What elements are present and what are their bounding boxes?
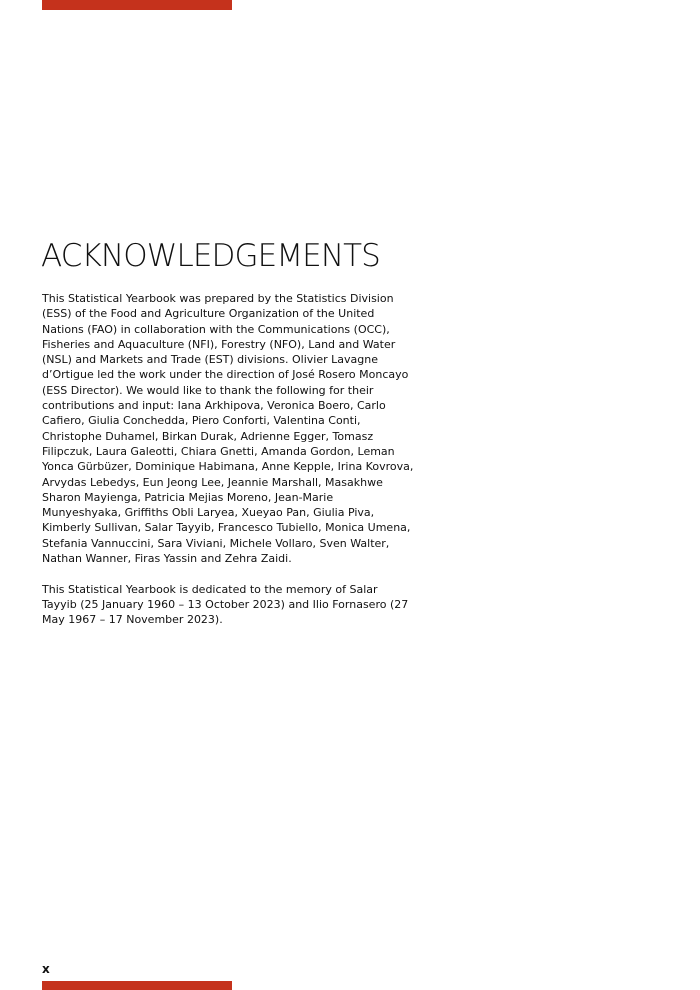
top-accent-bar — [42, 0, 232, 10]
bottom-accent-bar — [42, 981, 232, 990]
page-title: ACKNOWLEDGEMENTS — [41, 238, 380, 274]
page-number: x — [42, 962, 50, 976]
dedication-paragraph: This Statistical Yearbook is dedicated to the memory of Salar Tayyib (25 January 1960 – 13 October 2023) and Ilio Fornasero (27 May 1967 – 17 November 2023). — [42, 582, 409, 627]
acknowledgements-body — [42, 291, 414, 628]
acknowledgements-paragraph: This Statistical Yearbook was prepared by the Statistics Division (ESS) of the Food and Agriculture Organization of the United Nations (FAO) in collaboration with the Communications (OCC), Fisheries and Aquaculture (NFI), Forestry (NFO), Land and Water (NSL) and Markets and Trade (EST) divisions. Olivier Lavagne d’Ortigue led the work under the direction of José Rosero Moncayo (ESS Director). We would like to thank the following for their contributions and input: Iana Arkhipova, Veronica Boero, Carlo Cafiero, Giulia Conchedda, Piero Conforti, Valentina Conti, Christophe Duhamel, Birkan Durak, Adrienne Egger, Tomasz Filipczuk, Laura Galeotti, Chiara Gnetti, Amanda Gordon, Leman Yonca Gürbüzer, Dominique Habimana, Anne Kepple, Irina Kovrova, Arvydas Lebedys, Eun Jeong Lee, Jeannie Marshall, Masakhwe Sharon Mayienga, Patricia Mejias Moreno, Jean-Marie Munyeshyaka, Griffiths Obli Laryea, Xueyao Pan, Giulia Piva, Kimberly Sullivan, Salar Tayyib, Francesco Tubiello, Monica Umena, Stefania Vannuccini, Sara Viviani, Michele Vollaro, Sven Walter, Nathan Wanner, Firas Yassin and Zehra Zaidi. — [42, 292, 414, 566]
